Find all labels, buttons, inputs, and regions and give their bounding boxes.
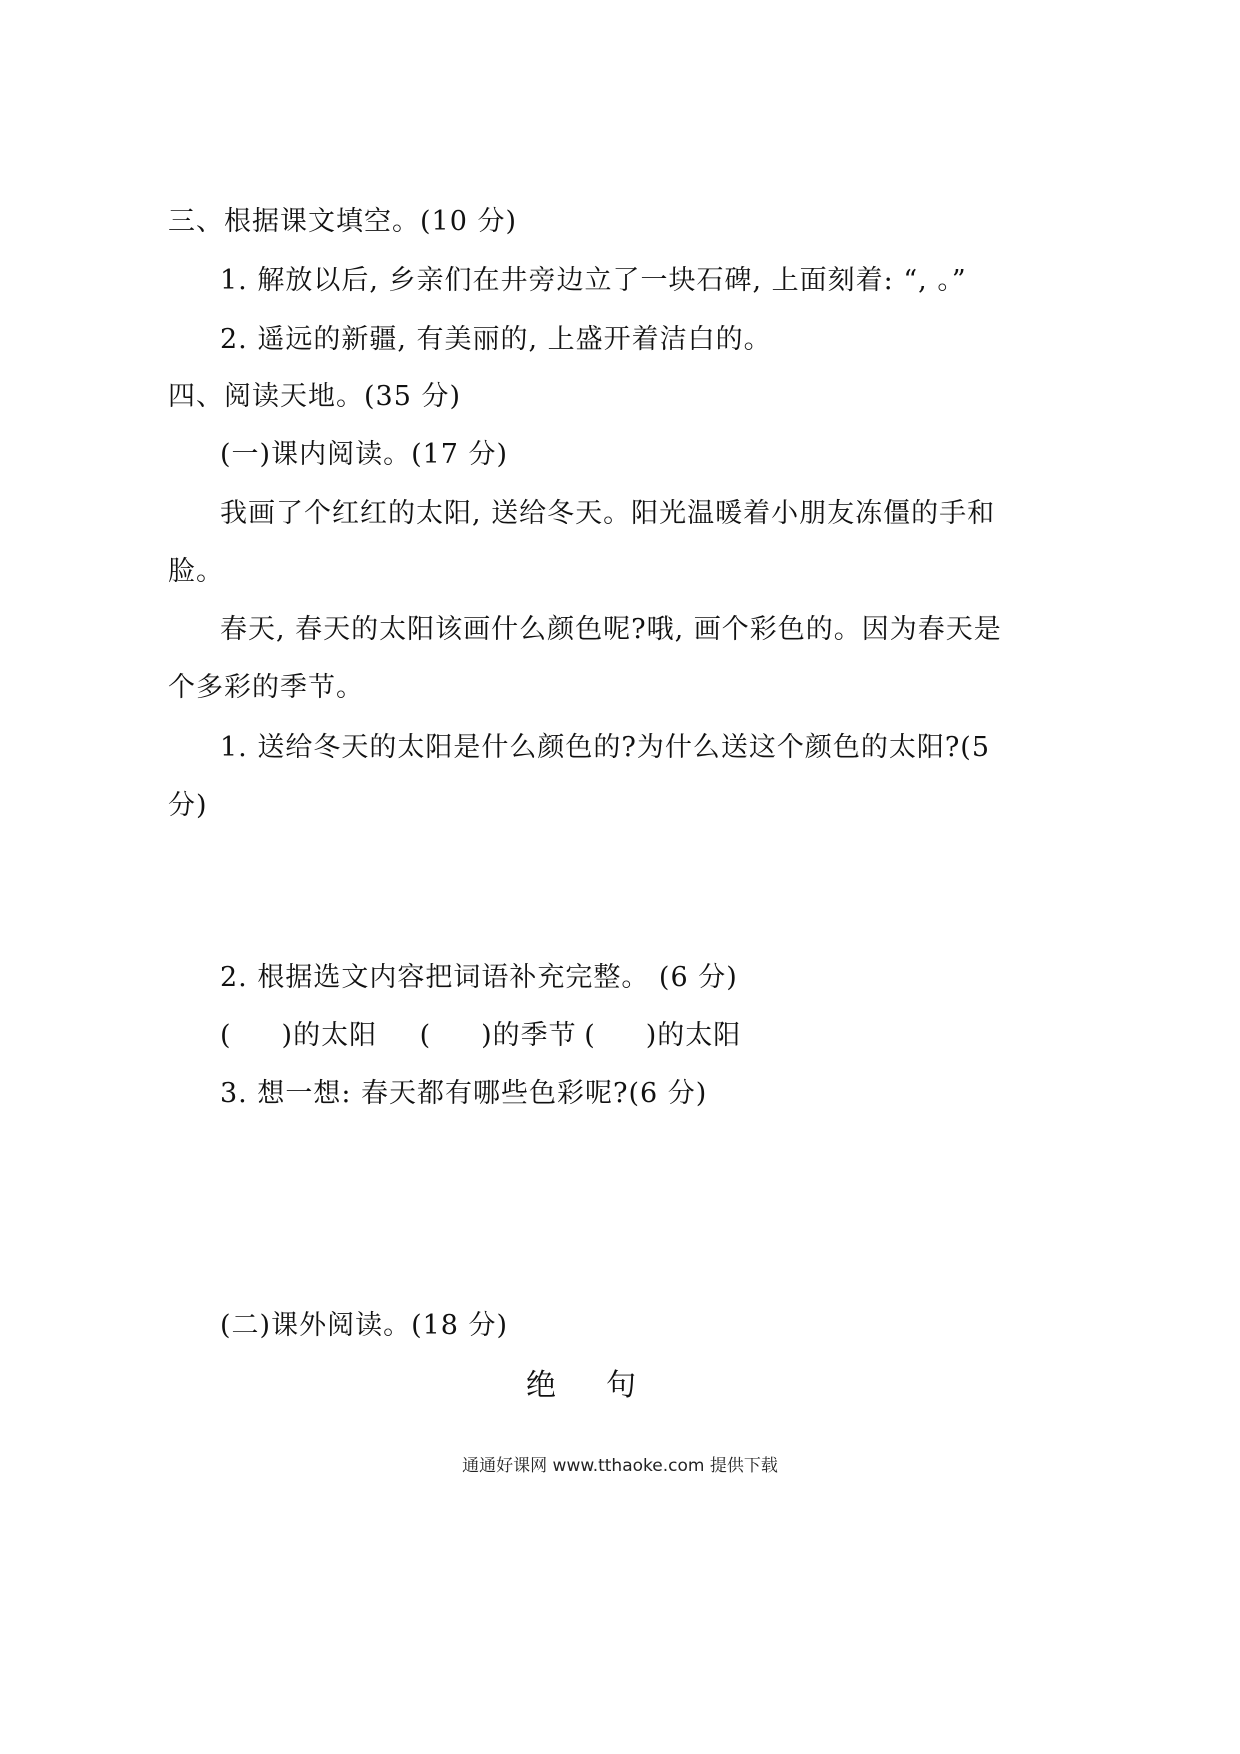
fill-blank-row — [220, 1018, 741, 1054]
fill-blank-2[interactable]: ( )的季节 — [419, 1020, 577, 1051]
poem-title-char-2: 句 — [606, 1368, 637, 1403]
part-1-question-2: 2. 根据选文内容把词语补充完整。 (6 分) — [220, 962, 738, 993]
passage-line-2: 脸。 — [168, 556, 224, 587]
fill-blank-3[interactable]: ( )的太阳 — [584, 1020, 742, 1051]
part-1-question-1-line-2: 分) — [168, 790, 208, 821]
passage-line-3: 春天, 春天的太阳该画什么颜色呢?哦, 画个彩色的。因为春天是 — [220, 614, 1002, 645]
section-3-question-1: 1. 解放以后, 乡亲们在井旁边立了一块石碑, 上面刻着: “, 。” — [220, 265, 967, 296]
passage-line-1: 我画了个红红的太阳, 送给冬天。阳光温暖着小朋友冻僵的手和 — [220, 498, 996, 529]
part-2-heading: (二)课外阅读。(18 分) — [220, 1310, 509, 1341]
part-1-heading: (一)课内阅读。(17 分) — [220, 439, 509, 470]
fill-blank-1[interactable]: ( )的太阳 — [220, 1020, 378, 1051]
passage-line-4: 个多彩的季节。 — [168, 672, 364, 703]
footer-watermark: 通通好课网 www.tthaoke.com 提供下载 — [462, 1456, 778, 1476]
section-4-heading: 四、阅读天地。(35 分) — [168, 381, 462, 412]
part-1-question-1-line-1: 1. 送给冬天的太阳是什么颜色的?为什么送这个颜色的太阳?(5 — [220, 732, 991, 763]
part-1-question-3: 3. 想一想: 春天都有哪些色彩呢?(6 分) — [220, 1078, 708, 1109]
section-3-heading: 三、根据课文填空。(10 分) — [168, 206, 518, 237]
section-3-question-2: 2. 遥远的新疆, 有美丽的, 上盛开着洁白的。 — [220, 324, 772, 355]
poem-title-char-1: 绝 — [526, 1368, 557, 1403]
